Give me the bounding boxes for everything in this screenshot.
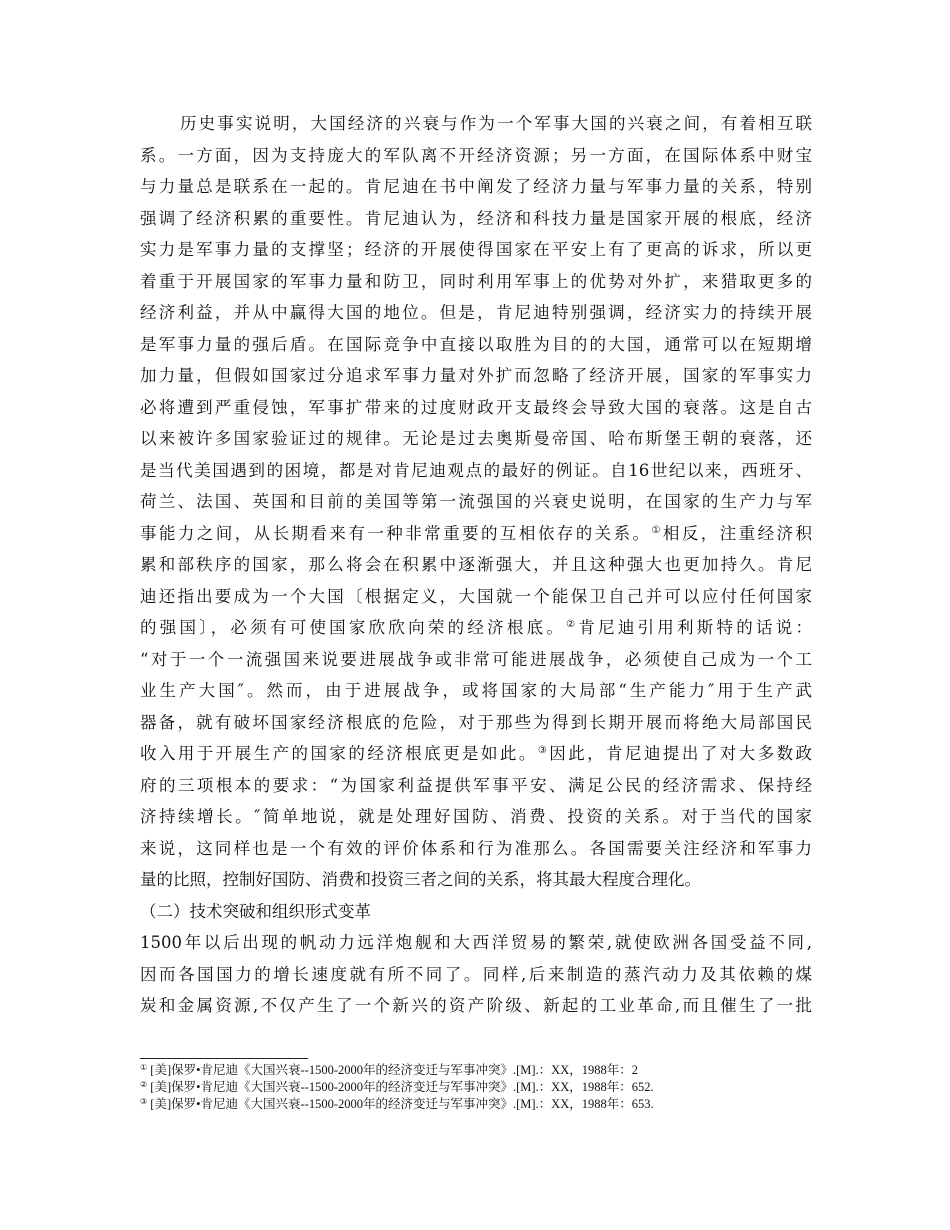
footnote-2 <box>140 1079 812 1096</box>
text-segment: 肯尼迪引用利斯特的话说： <box>578 618 813 637</box>
text-segment: 因此，肯尼迪提出了对大多数政 <box>549 744 813 763</box>
footnote-divider <box>140 1058 308 1059</box>
text-line: 着重于开展国家的军事力量和防卫，同时利用军事上的优势对外扩，来猎取更多的 <box>140 271 812 291</box>
footnotes <box>140 1062 812 1113</box>
text-line: 加力量，但假如国家过分追求军事力量对外扩而忽略了经济开展，国家的军事实力 <box>140 366 812 385</box>
section-heading: （二）技术突破和组织形式变革 <box>140 901 371 921</box>
text-line: 实力是军事力量的支撑坚；经济的开展使得国家在平安上有了更高的诉求，所以更 <box>140 240 812 259</box>
text-line <box>140 518 812 550</box>
text-line: 炭和金属资源,不仅产生了一个新兴的资产阶级、新起的工业革命,而且催生了一批 <box>140 996 812 1015</box>
footnote-reference-2[interactable]: ② <box>566 619 579 630</box>
text-line: 迪还指出要成为一个大国〔根据定义，大国就一个能保卫自己并可以应付任何国家 <box>140 586 812 606</box>
text-line: 累和部秩序的国家，那么将会在积累中逐渐强大，并且这种强大也更加持久。肯尼 <box>140 555 812 574</box>
text-line: 1500年以后出现的帆动力远洋炮舰和大西洋贸易的繁荣,就使欧洲各国受益不同, <box>140 933 812 952</box>
text-line: 府的三项根本的要求：“为国家利益提供军事平安、满足公民的经济需求、保持经 <box>140 775 812 795</box>
body-text <box>140 108 812 1022</box>
text-line: 是军事力量的强后盾。在国际竞争中直接以取胜为目的的大国，通常可以在短期增 <box>140 334 812 354</box>
text-line: 业生产大国″。然而，由于进展战争，或将国家的大局部“生产能力″用于生产武 <box>140 681 812 700</box>
text-line: 系。一方面，因为支持庞大的军队离不开经济资源；另一方面，在国际体系中财宝 <box>140 145 812 165</box>
text-line: 因而各国国力的增长速度就有所不同了。同样,后来制造的蒸汽动力及其依赖的煤 <box>140 964 812 984</box>
text-segment: 相反，注重经济积 <box>662 523 813 543</box>
footnote-reference-1[interactable]: ① <box>651 524 663 536</box>
text-line: 济持续增长。″简单地说，就是处理好国防、消费、投资的关系。对于当代的国家 <box>140 807 812 826</box>
text-segment: 收入用于开展生产的国家的经济根底更是如此。 <box>140 744 538 763</box>
footnote-mark: ① <box>140 1063 148 1072</box>
footnote-text: [美]保罗•肯尼迪《大国兴衰--1500-2000年的经济变迁与军事冲突》.[M].：XX，1988年：652. <box>147 1080 654 1094</box>
footnote-text: [美]保罗•肯尼迪《大国兴衰--1500-2000年的经济变迁与军事冲突》.[M].：XX，1988年：2 <box>147 1063 638 1077</box>
text-line: 来说，这同样也是一个有效的评价体系和行为准那么。各国需要关注经济和军事力 <box>140 838 812 858</box>
footnote-1 <box>140 1062 812 1079</box>
text-line: 强调了经济积累的重要性。肯尼迪认为，经济和科技力量是国家开展的根底，经济 <box>140 208 812 228</box>
text-line: 量的比照，控制好国防、消费和投资三者之间的关系，将其最大程度合理化。 <box>140 870 701 889</box>
text-line: 与力量总是联系在一起的。肯尼迪在书中阐发了经济力量与军事力量的关系，特别 <box>140 177 812 196</box>
footnote-mark: ② <box>140 1080 148 1089</box>
footnote-3 <box>140 1096 812 1113</box>
text-segment: 事能力之间，从长期看来有一种非常重要的互相依存的关系。 <box>140 523 652 543</box>
text-line <box>140 612 812 644</box>
text-line: 必将遭到严重侵蚀，军事扩带来的过度财政开支最终会导致大国的衰落。这是自古 <box>140 397 812 417</box>
text-line <box>140 738 812 770</box>
text-line: “对于一个一流强国来说要进展战争或非常可能进展战争，必须使自己成为一个工 <box>140 649 812 669</box>
text-line: 以来被许多国家验证过的规律。无论是过去奥斯曼帝国、哈布斯堡王朝的衰落，还 <box>140 429 812 448</box>
footnote-mark: ③ <box>140 1097 148 1106</box>
text-line: 是当代美国遇到的困境，都是对肯尼迪观点的最好的例证。自16世纪以来，西班牙、 <box>140 460 812 480</box>
text-segment: 的强国〕，必须有可使国家欣欣向荣的经济根底。 <box>140 618 567 637</box>
footnote-text: [美]保罗•肯尼迪《大国兴衰--1500-2000年的经济变迁与军事冲突》.[M].：XX，1988年：653. <box>147 1097 654 1111</box>
text-line: 荷兰、法国、英国和目前的美国等第一流强国的兴衰史说明，在国家的生产力与军 <box>140 492 812 511</box>
text-line: 历史事实说明，大国经济的兴衰与作为一个军事大国的兴衰之间，有着相互联 <box>180 114 812 133</box>
text-line: 经济利益，并从中赢得大国的地位。但是，肯尼迪特别强调，经济实力的持续开展 <box>140 303 812 322</box>
footnote-reference-3[interactable]: ③ <box>537 745 550 756</box>
text-line: 器备，就有破坏国家经济根底的危险，对于那些为得到长期开展而将绝大局部国民 <box>140 712 812 732</box>
